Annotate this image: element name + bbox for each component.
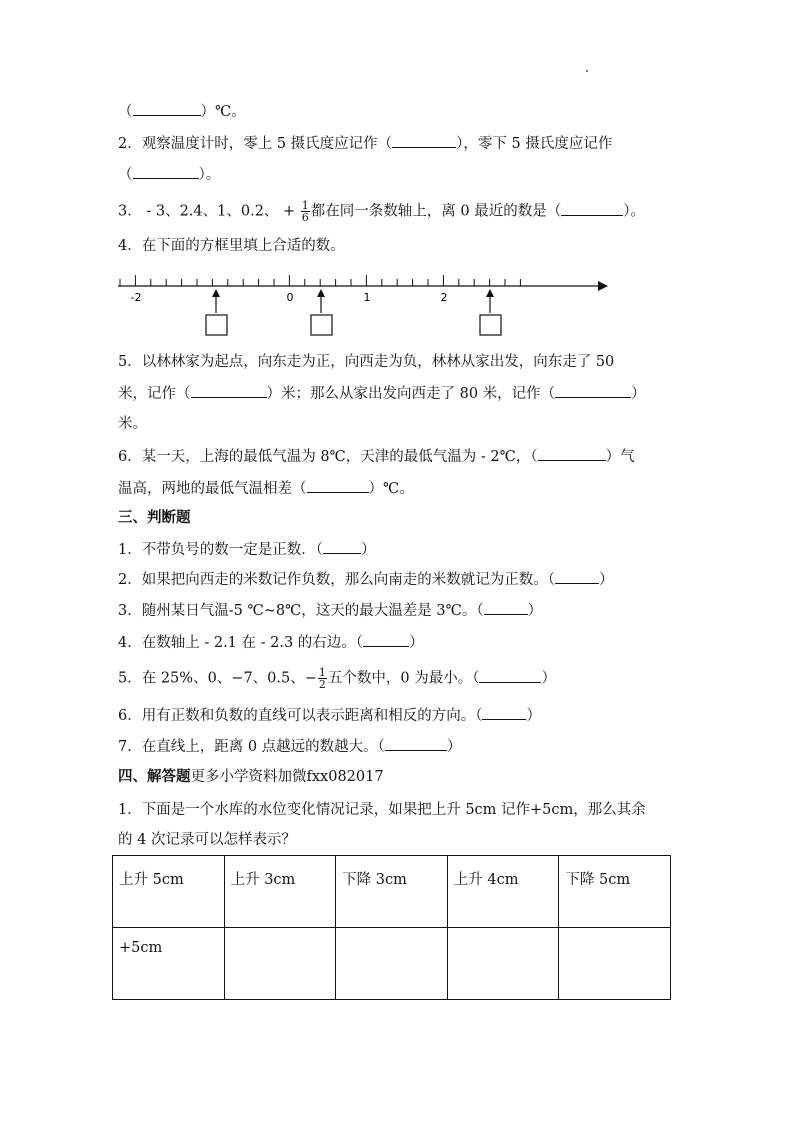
text: 2．观察温度计时，零上 5 摄氏度应记作（	[118, 136, 393, 152]
text: ）	[526, 708, 541, 724]
tick-marks	[120, 275, 520, 286]
text: ）℃。	[368, 481, 414, 497]
table-header-cell: 下降 5cm	[559, 856, 671, 928]
question-6	[118, 446, 635, 467]
table-header-cell: 下降 3cm	[336, 856, 448, 928]
fraction-one-sixth: $\frac{1}{6}$	[301, 199, 309, 224]
text: 7．在直线上，距离 0 点越远的数越大。（	[118, 739, 385, 755]
pointer-arrow-1	[212, 289, 220, 313]
text: 五个数中，0 为最小。（	[327, 670, 480, 687]
section-3-title: 三、判断题	[118, 509, 191, 526]
text: ），零下 5 摄氏度应记作	[456, 136, 613, 152]
answer-blank[interactable]	[133, 164, 199, 179]
answer-blank[interactable]	[392, 133, 456, 148]
text: −7、0.5、−	[231, 670, 317, 687]
judge-item-3	[118, 600, 542, 621]
text: ）	[409, 635, 424, 651]
table-answer-cell[interactable]	[447, 928, 559, 1000]
number-line	[110, 265, 620, 340]
text: 3． - 3、2.4、1、0.2、 +	[118, 203, 300, 220]
judge-item-6	[118, 705, 541, 726]
tick-label: 2	[440, 291, 448, 304]
text: ）	[598, 572, 614, 588]
answer-blank[interactable]	[555, 383, 631, 398]
judge-item-7	[118, 736, 461, 757]
text: 温高，两地的最低气温相差（	[118, 481, 307, 497]
water-level-table	[112, 855, 671, 1000]
text: ）	[527, 603, 543, 619]
answer-blank[interactable]	[307, 478, 369, 493]
question-5-cont	[118, 383, 646, 404]
table-header-cell: 上升 5cm	[113, 856, 225, 928]
table-answer-cell[interactable]	[336, 928, 448, 1000]
text: （	[118, 167, 133, 183]
answer-blank[interactable]	[484, 600, 528, 615]
text: ）℃。	[200, 104, 246, 120]
judge-item-4	[118, 632, 424, 653]
text: 都在同一条数轴上，离 0 最近的数是（	[310, 203, 562, 220]
text: （	[118, 104, 133, 120]
text: ）。	[623, 203, 645, 220]
table-header-cell: 上升 4cm	[447, 856, 559, 928]
answer-blank[interactable]	[561, 201, 623, 216]
text: 4．在数轴上 - 2.1 在 - 2.3 的右边。（	[118, 635, 364, 651]
table-row	[113, 856, 671, 928]
judge-item-2	[118, 569, 613, 590]
heading-text: 四、解答题	[118, 768, 191, 785]
arrow-head-icon	[598, 281, 608, 291]
text: ）	[446, 739, 462, 755]
judge-item-1	[118, 539, 375, 560]
text: 5．在 25%、0、	[118, 670, 232, 687]
answer-question-1: 1．下面是一个水库的水位变化情况记录，如果把上升 5cm 记作+5cm，那么其余	[118, 802, 646, 818]
section-4-title	[118, 767, 384, 787]
answer-blank[interactable]	[538, 446, 606, 461]
q1-continuation	[118, 101, 246, 122]
text: ）	[631, 386, 646, 402]
tick-label: -2	[130, 291, 142, 304]
answer-blank[interactable]	[385, 736, 447, 751]
answer-question-1-cont: 的 4 次记录可以怎样表示？	[118, 832, 296, 848]
text: 米，记作（	[118, 386, 191, 402]
table-row	[113, 928, 671, 1000]
table-answer-cell[interactable]	[559, 928, 671, 1000]
text: 3．随州某日气温-5 ℃~8℃，这天的最大温差是 3℃。（	[118, 603, 484, 619]
text: ）	[360, 542, 376, 558]
question-2-cont	[118, 164, 220, 185]
question-6-cont	[118, 478, 414, 499]
text: ）	[541, 670, 556, 687]
fraction-one-half: $\frac{1}{2}$	[318, 666, 326, 691]
question-3	[118, 200, 645, 223]
answer-blank[interactable]	[133, 101, 201, 116]
answer-blank[interactable]	[479, 668, 541, 683]
question-2	[118, 133, 612, 154]
pointer-arrow-2	[317, 289, 325, 313]
text: 6．用有正数和负数的直线可以表示距离和相反的方向。（	[118, 708, 483, 724]
text: ）。	[198, 167, 221, 183]
answer-blank[interactable]	[191, 383, 267, 398]
corner-dot	[586, 70, 588, 72]
judge-item-5	[118, 667, 556, 690]
answer-box[interactable]	[480, 315, 501, 335]
tick-label: 0	[286, 291, 294, 304]
text: 2．如果把向西走的米数记作负数，那么向南走的米数就记为正数。（	[118, 572, 555, 588]
answer-blank[interactable]	[323, 539, 361, 554]
pointer-arrow-3	[486, 289, 494, 313]
promo-text: 更多小学资料加微fxx082017	[190, 769, 384, 785]
table-header-cell: 上升 3cm	[224, 856, 336, 928]
tick-label: 1	[363, 291, 371, 304]
question-4: 4．在下面的方框里填上合适的数。	[118, 238, 345, 254]
question-5: 5．以林林家为起点，向东走为正，向西走为负，林林从家出发，向东走了 50	[118, 354, 615, 370]
answer-blank[interactable]	[482, 705, 526, 720]
text: 1．不带负号的数一定是正数．（	[118, 542, 323, 558]
text: 6．某一天，上海的最低气温为 8℃，天津的最低气温为 - 2℃，（	[118, 449, 538, 465]
answer-blank[interactable]	[363, 632, 409, 647]
question-5-end: 米。	[118, 416, 147, 432]
table-cell: +5cm	[113, 928, 225, 1000]
table-answer-cell[interactable]	[224, 928, 336, 1000]
answer-box[interactable]	[206, 315, 227, 335]
answer-blank[interactable]	[555, 569, 599, 584]
text: ）气	[605, 449, 635, 465]
text: ）米；那么从家出发向西走了 80 米，记作（	[266, 386, 556, 402]
answer-box[interactable]	[311, 315, 332, 335]
